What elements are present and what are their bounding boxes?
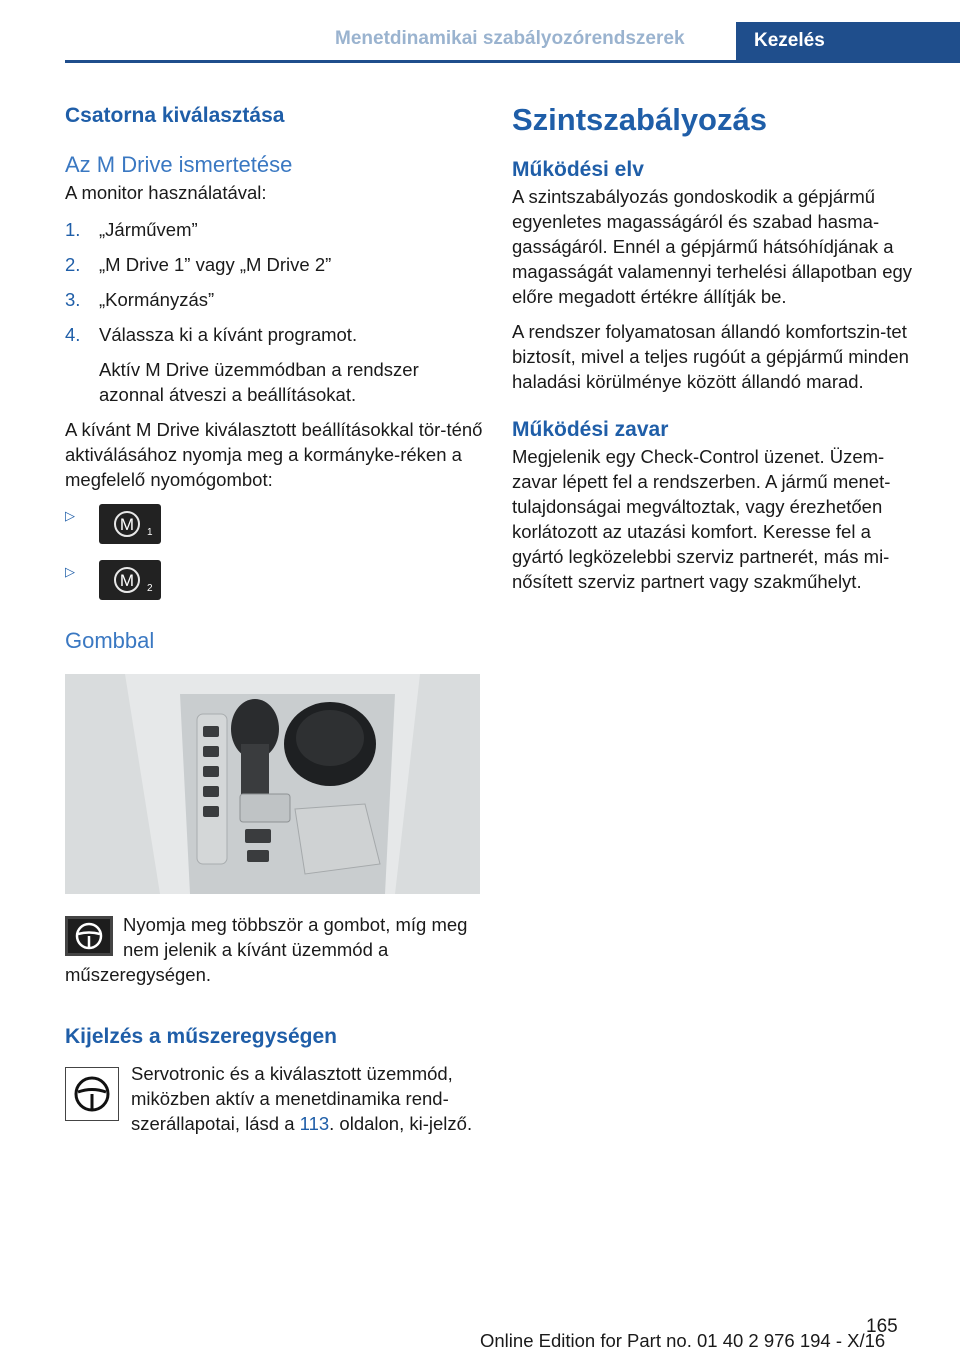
gombbal-text: Nyomja meg többször a gombot, míg meg nem jelenik a kívánt üzemmód a műszeregységen. xyxy=(65,914,468,985)
intro-text: A monitor használatával: xyxy=(65,182,267,203)
m2-button-row xyxy=(65,560,483,604)
chapter-label: Kezelés xyxy=(754,30,825,51)
bullet-arrow-icon: ▷ xyxy=(65,508,75,523)
page-number: 165 xyxy=(866,1316,898,1337)
left-column xyxy=(65,100,483,1136)
running-header-section: Menetdinamikai szabályozórendszerek xyxy=(335,28,685,49)
kijelzes-text-a: Servotronic és a kiválasztott üzemmód, miközben aktív a menetdinamika rend-szerállapotai, lásd a xyxy=(131,1063,453,1134)
step-text: „Kormányzás” xyxy=(99,289,215,310)
activate-text: A kívánt M Drive kiválasztott beállításokkal tör-ténő aktiválásához nyomja meg a kormányke-réken a megfelelő nyomógombot: xyxy=(65,419,483,490)
step-item xyxy=(65,287,483,312)
m2-letter: M xyxy=(119,571,135,590)
m2-button-icon xyxy=(99,560,161,600)
step-text: „Járművem” xyxy=(99,219,198,240)
step-number: 1. xyxy=(65,219,81,240)
step-text: „M Drive 1” vagy „M Drive 2” xyxy=(99,254,332,275)
kijelzes-text-b: . oldalon, ki-jelző. xyxy=(329,1113,473,1134)
m2-sub: 2 xyxy=(147,583,153,594)
step-item xyxy=(65,217,483,242)
principle-text-1: A szintszabályozás gondoskodik a gépjármű egyenletes magasságáról és szabad hasma-gasságáról. Ennél a gépjármű hátsóhídjának a magasságát valamennyi terhelési állapotban egy előre megadott értékre állítják be. xyxy=(512,186,913,307)
page-reference-link[interactable]: 113 xyxy=(299,1113,330,1134)
step-number: 4. xyxy=(65,324,81,345)
steering-wheel-dark-icon xyxy=(65,916,113,956)
heading-channel-select: Csatorna kiválasztása xyxy=(65,104,285,127)
m1-letter: M xyxy=(119,515,135,534)
heading-principle: Működési elv xyxy=(512,158,644,181)
malfunction-text: Megjelenik egy Check-Control üzenet. Üzem-zavar lépett fel a rendszerben. A jármű menet-tulajdonságai megváltoztak, vagy érezhetően korlátozott az utazási komfort. Keresse fel a gyártó legközelebbi szerviz partnerét, más mi-nősített szerviz partnert vagy szakműhelyt. xyxy=(512,446,891,592)
kijelzes-block xyxy=(65,1061,483,1136)
m1-sub: 1 xyxy=(147,527,153,538)
step-item xyxy=(65,252,483,277)
m1-button-row xyxy=(65,504,483,548)
step-subtext: Aktív M Drive üzemmódban a rendszer azonnal átveszi a beállításokat. xyxy=(99,359,419,405)
m1-button-icon xyxy=(99,504,161,544)
kijelzes-text xyxy=(65,1061,483,1136)
step-item xyxy=(65,322,483,407)
step-number: 2. xyxy=(65,254,81,275)
principle-text-2: A rendszer folyamatosan állandó komfortszin-tet biztosít, mivel a teljes rugóút a gépjármű minden haladási körülménye között állandó marad. xyxy=(512,321,909,392)
heading-display: Kijelzés a műszeregységen xyxy=(65,1025,337,1048)
footer-edition: Online Edition for Part no. 01 40 2 976 194 - X/16 xyxy=(480,1330,886,1351)
right-column xyxy=(512,100,924,594)
heading-m-drive: Az M Drive ismertetése xyxy=(65,152,293,177)
running-header-chapter xyxy=(736,22,960,60)
bullet-arrow-icon: ▷ xyxy=(65,564,75,579)
steps-list xyxy=(65,217,483,407)
gombbal-block xyxy=(65,912,483,987)
header-rule xyxy=(65,60,960,63)
step-number: 3. xyxy=(65,289,81,310)
heading-malfunction: Működési zavar xyxy=(512,418,669,441)
steering-wheel-icon xyxy=(65,1067,119,1121)
center-console-photo xyxy=(65,674,480,894)
heading-level-control: Szintszabályozás xyxy=(512,102,767,137)
step-text: Válassza ki a kívánt programot. xyxy=(99,324,358,345)
heading-gombbal: Gombbal xyxy=(65,628,155,653)
